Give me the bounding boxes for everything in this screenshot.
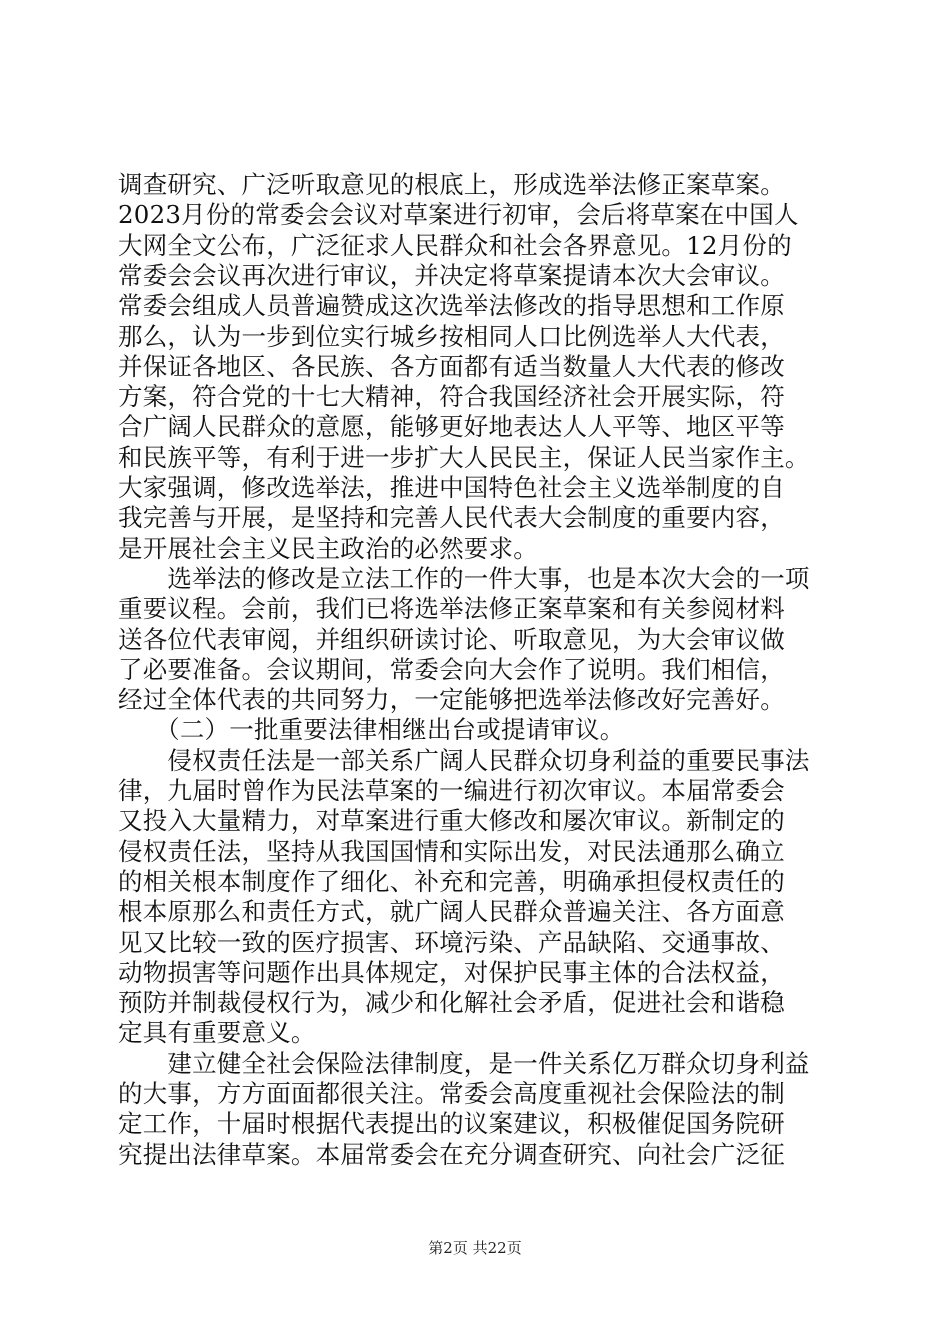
body-text-line: 和民族平等，有利于进一步扩大人民民主，保证人民当家作主。 — [118, 442, 810, 472]
body-text-line: 见又比较一致的医疗损害、环境污染、产品缺陷、交通事故、 — [118, 927, 785, 957]
body-text-line: 了必要准备。会议期间，常委会向大会作了说明。我们相信， — [118, 654, 785, 684]
body-text-line: 动物损害等问题作出具体规定，对保护民事主体的合法权益， — [118, 957, 785, 987]
body-text-line: 常委会会议再次进行审议，并决定将草案提请本次大会审议。 — [118, 260, 785, 290]
body-text-line: 侵权责任法，坚持从我国国情和实际出发，对民法通那么确立 — [118, 836, 785, 866]
body-text-line: 调查研究、广泛听取意见的根底上，形成选举法修正案草案。 — [118, 170, 785, 199]
body-text-line: 我完善与开展，是坚持和完善人民代表大会制度的重要内容， — [118, 503, 785, 533]
body-text-line: 根本原那么和责任方式，就广阔人民群众普遍关注、各方面意 — [118, 897, 785, 927]
body-text-line: 是开展社会主义民主政治的必然要求。 — [118, 533, 538, 563]
page-number-footer: 第2页 共22页 — [428, 1239, 522, 1257]
body-text-line: 2023月份的常委会会议对草案进行初审，会后将草案在中国人 — [118, 200, 799, 230]
body-text-line: 定工作，十届时根据代表提出的议案建议，积极催促国务院研 — [118, 1109, 785, 1139]
body-text-line: 侵权责任法是一部关系广阔人民群众切身利益的重要民事法 — [118, 745, 810, 775]
body-text-line: 大网全文公布，广泛征求人民群众和社会各界意见。12月份的 — [118, 230, 792, 260]
body-text-line: 并保证各地区、各民族、各方面都有适当数量人大代表的修改 — [118, 351, 785, 381]
body-text-line: 又投入大量精力，对草案进行重大修改和屡次审议。新制定的 — [118, 806, 785, 836]
body-text-line: 律，九届时曾作为民法草案的一编进行初次审议。本届常委会 — [118, 776, 785, 805]
body-text-line: 定具有重要意义。 — [118, 1018, 316, 1048]
body-text-line: 建立健全社会保险法律制度，是一件关系亿万群众切身利益 — [118, 1048, 810, 1078]
body-text-line: 合广阔人民群众的意愿，能够更好地表达人人平等、地区平等 — [118, 412, 785, 442]
section-heading: （二）一批重要法律相继出台或提请审议。 — [118, 715, 625, 745]
body-text-line: 那么，认为一步到位实行城乡按相同人口比例选举人大代表， — [118, 321, 785, 351]
body-text-line: 经过全体代表的共同努力，一定能够把选举法修改好完善好。 — [118, 685, 785, 715]
body-text-line: 方案，符合党的十七大精神，符合我国经济社会开展实际，符 — [118, 382, 785, 412]
body-text-line: 常委会组成人员普遍赞成这次选举法修改的指导思想和工作原 — [118, 291, 785, 321]
body-text-line: 预防并制裁侵权行为，减少和化解社会矛盾，促进社会和谐稳 — [118, 988, 785, 1018]
body-text-line: 的相关根本制度作了细化、补充和完善，明确承担侵权责任的 — [118, 866, 785, 896]
body-text-line: 送各位代表审阅，并组织研读讨论、听取意见，为大会审议做 — [118, 624, 785, 654]
body-text-line: 究提出法律草案。本届常委会在充分调查研究、向社会广泛征 — [118, 1139, 785, 1169]
body-text-line: 大家强调，修改选举法，推进中国特色社会主义选举制度的自 — [118, 473, 785, 502]
body-text-line: 重要议程。会前，我们已将选举法修正案草案和有关参阅材料 — [118, 594, 785, 624]
body-text-line: 的大事，方方面面都很关注。常委会高度重视社会保险法的制 — [118, 1079, 785, 1108]
body-text-line: 选举法的修改是立法工作的一件大事，也是本次大会的一项 — [118, 563, 810, 593]
